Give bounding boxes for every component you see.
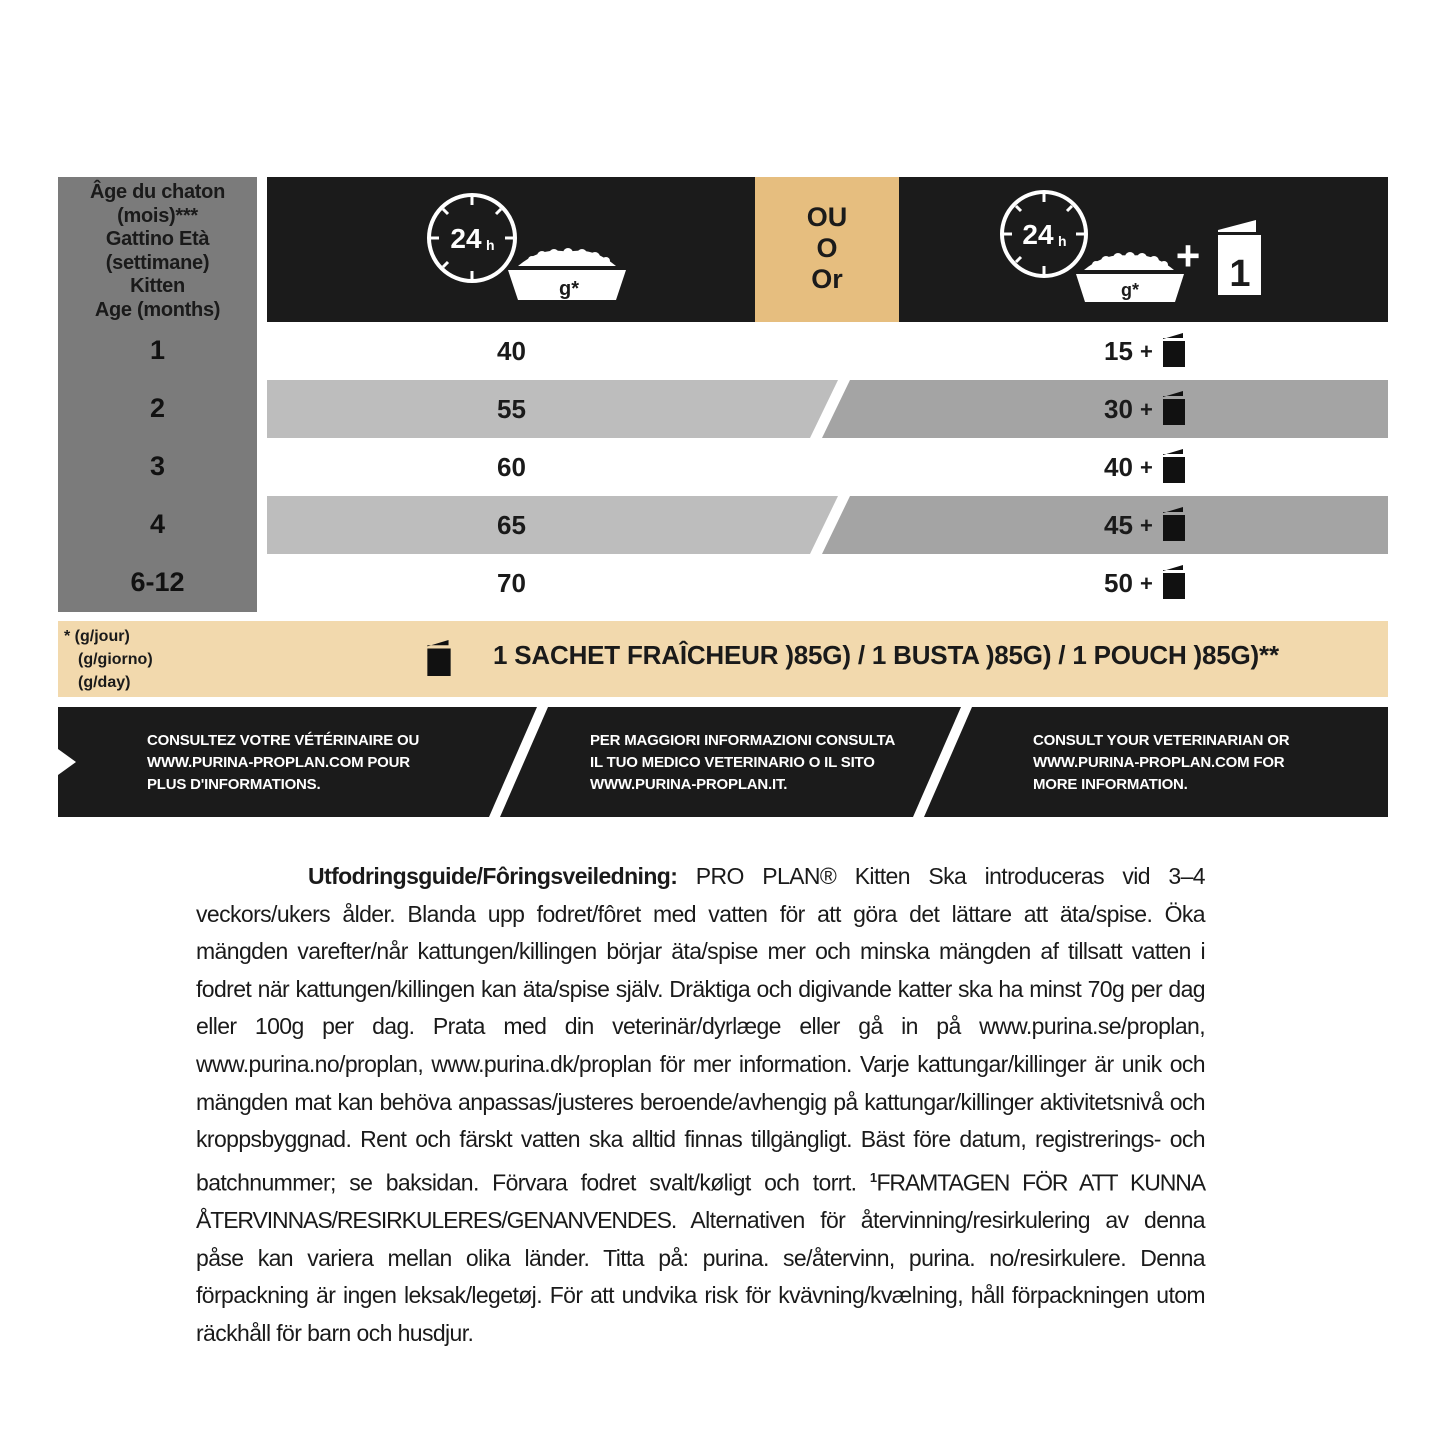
- age-value: 1: [149, 335, 166, 365]
- bowl-grams-label: g*: [1121, 280, 1139, 300]
- consult-text-fr: [147, 730, 419, 796]
- plus-sign: +: [1140, 571, 1153, 596]
- dry-amount: 55: [497, 394, 526, 424]
- age-header-line: Âge du chaton: [90, 181, 225, 203]
- pouch-icon: [1218, 220, 1261, 295]
- or-label-en: Or: [811, 264, 843, 294]
- age-header-line: (settimane): [105, 251, 210, 274]
- wet-dry-amount: 30: [1104, 394, 1133, 424]
- consult-line: PER MAGGIORI INFORMAZIONI CONSULTA: [590, 732, 896, 749]
- or-labels: [755, 202, 899, 295]
- plus-sign: +: [1140, 513, 1153, 538]
- consult-line: PLUS D'INFORMATIONS.: [147, 776, 321, 793]
- table-row: [267, 496, 1388, 554]
- footnote-mark: 1: [869, 1169, 877, 1185]
- or-label-fr: OU: [806, 202, 848, 232]
- clock-hours: 24: [450, 223, 482, 254]
- dry-amount: 40: [497, 336, 526, 366]
- plus-sign: +: [1140, 397, 1153, 422]
- pouch-icon: [1163, 565, 1185, 599]
- pouch-icon: [427, 640, 451, 676]
- consult-line: WWW.PURINA-PROPLAN.COM POUR: [147, 754, 410, 771]
- clock-icon: [1002, 192, 1086, 276]
- arrow-right-icon: [58, 749, 76, 775]
- guide-outro: Alternativen för återvinning/resirkulering av denna påse kan variera mellan olika länder. Titta på: purina. se/återvinn, purina. no/resirkulere. Denna förpackning är ingen leksak/legetøj. För att undvika risk för kvävning/kvælning, håll förpackningen utom räckhåll för barn och husdjur.: [196, 1207, 1205, 1346]
- table-row: [267, 438, 1388, 496]
- clock-hours-unit: h: [1058, 233, 1067, 249]
- clock-hours-unit: h: [486, 237, 495, 253]
- clock-icon: [429, 195, 515, 281]
- age-header-line: (mois)***: [117, 204, 198, 227]
- dry-amount: 65: [497, 510, 526, 540]
- plus-sign: +: [1140, 455, 1153, 480]
- food-bowl-icon: [508, 248, 626, 300]
- dry-amount: 70: [497, 568, 526, 598]
- age-value: 3: [149, 451, 166, 481]
- wet-dry-amount: 40: [1104, 452, 1133, 482]
- pouch-icon: [1163, 391, 1185, 425]
- bowl-grams-label: g*: [559, 278, 579, 300]
- consult-text-en: [1033, 730, 1289, 796]
- plus-sign: +: [1140, 339, 1153, 364]
- guide-heading: Utfodringsguide/Fôringsveiledning:: [308, 863, 678, 889]
- dry-food-icon: [420, 190, 640, 310]
- age-header-line: Age (months): [94, 298, 221, 321]
- units-footnote: [64, 625, 153, 694]
- pouch-size-note: 1 SACHET FRAÎCHEUR )85G) / 1 BUSTA )85G) / 1 POUCH )85G)**: [493, 640, 1279, 670]
- plus-sign: +: [1175, 232, 1201, 279]
- consult-line: CONSULT YOUR VETERINARIAN OR: [1033, 732, 1290, 749]
- age-value: 4: [149, 509, 166, 539]
- divider: [913, 707, 972, 817]
- brand-name: PRO PLAN: [695, 863, 820, 889]
- units-line: * (g/jour): [64, 628, 130, 645]
- table-row: [267, 554, 1388, 612]
- wet-dry-amount: 15: [1104, 336, 1133, 366]
- recycle-statement: FRAMTAGEN FÖR ATT KUNNA ÅTERVINNAS/RESIRKULERES/GENANVENDES.: [196, 1169, 1205, 1233]
- age-header: [58, 181, 257, 322]
- consult-line: IL TUO MEDICO VETERINARIO O IL SITO: [590, 754, 875, 771]
- consult-line: WWW.PURINA-PROPLAN.IT.: [590, 776, 788, 793]
- age-header-line: Kitten: [130, 275, 185, 297]
- pouch-icon: [1163, 507, 1185, 541]
- consult-line: CONSULTEZ VOTRE VÉTÉRINAIRE OU: [147, 732, 420, 749]
- age-header-line: Gattino Età: [105, 228, 210, 250]
- consult-line: MORE INFORMATION.: [1033, 776, 1188, 793]
- consult-text-it: [590, 730, 895, 796]
- pouch-count: 1: [1229, 253, 1251, 295]
- guide-intro: Kitten Ska introduceras vid 3–4 veckors/ukers ålder. Blanda upp fodret/fôret med vatten för att göra det lättare att äta/spise. Öka mängden varefter/når kattungen/killingen börjar äta/spise mer och minska mängden af tillsatt vatten i fodret när kattungen/killingen kan äta/spise själv. Dräktiga och digivande katter ska ha minst 70g per dag eller 100g per dag. Prata med din veterinär/dyrlæge eller gå in på www.purina.se/proplan, www.purina.no/proplan, www.purina.dk/proplan för mer information. Varje kattungar/killinger är unik och mängden mat kan behöva anpassas/justeres beroende/avhengig på kattungar/killinger aktivitetsnivå och kroppsbyggnad. Rent och färskt vatten ska alltid finnas tillgängligt. Bäst före datum, registrerings- och batchnummer; se baksidan. Förvara fodret svalt/køligt och torrt.: [196, 863, 1205, 1196]
- wet-dry-amount: 45: [1104, 510, 1133, 540]
- dry-amount: 60: [497, 452, 526, 482]
- feeding-guide-text: [196, 858, 1205, 1352]
- pouch-icon: [1163, 333, 1185, 367]
- consult-line: WWW.PURINA-PROPLAN.COM FOR: [1033, 754, 1285, 771]
- mixed-feeding-icon: [992, 190, 1272, 310]
- table-row: [267, 380, 1388, 438]
- age-value: 2: [149, 393, 166, 423]
- registered-mark: ®: [819, 863, 837, 889]
- units-line: (g/giorno): [78, 651, 153, 668]
- or-label-it: O: [816, 233, 838, 263]
- pouch-icon: [1163, 449, 1185, 483]
- units-line: (g/day): [78, 674, 131, 691]
- clock-hours: 24: [1022, 219, 1054, 250]
- food-bowl-icon: [1076, 252, 1184, 302]
- wet-dry-amount: 50: [1104, 568, 1133, 598]
- divider: [489, 707, 548, 817]
- table-row: [267, 322, 1388, 380]
- age-value: 6-12: [130, 567, 185, 597]
